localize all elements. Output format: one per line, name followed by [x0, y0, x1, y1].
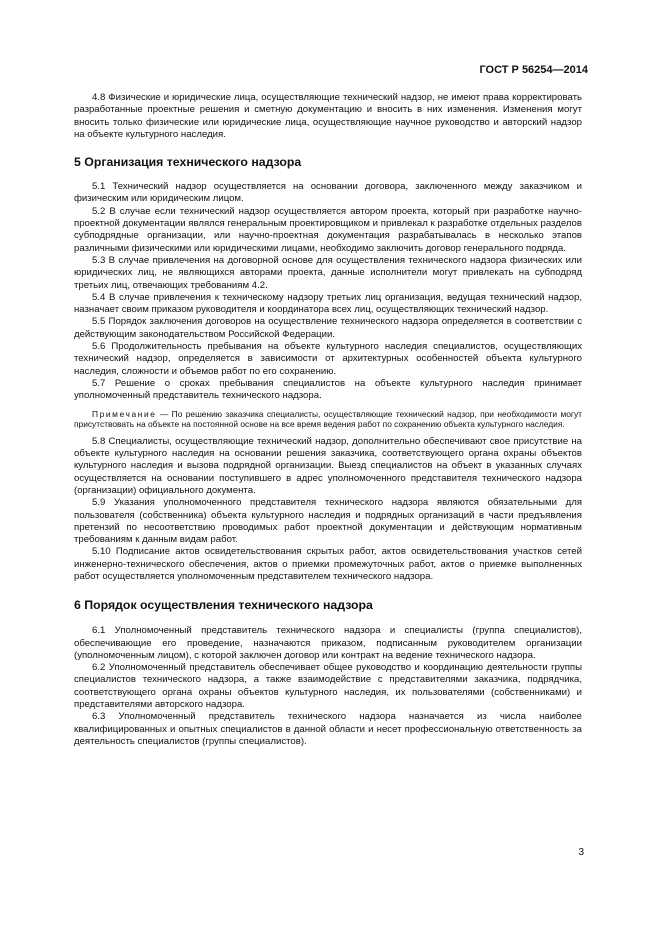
standard-header: ГОСТ Р 56254—2014 — [479, 64, 588, 76]
note — [74, 409, 582, 430]
paragraph-5-9: 5.9 Указания уполномоченного представителя технического надзора являются обязательными для пользователя (собственника) объекта культурного наследия и подрядных организаций в части предъявления претензий по несоответствию проводимых работ проектной документации и действующим нормативным требованиям к данным видам работ. — [74, 497, 582, 546]
paragraph-5-10: 5.10 Подписание актов освидетельствования скрытых работ, актов освидетельствования участков сетей инженерно-технического обеспечения, актов о приемки промежуточных работ, актов о приемке выполненных работ осуществляется уполномоченным представителем технического надзора. — [74, 546, 582, 582]
paragraph-6-3: 6.3 Уполномоченный представитель технического надзора назначается из числа наиболее квалифицированных и опытных специалистов в данной области и несет профессиональную ответственность за деятельность специалистов (группы специалистов). — [74, 711, 582, 747]
note-label: Примечание — [92, 408, 157, 419]
page-number: 3 — [578, 847, 584, 858]
paragraph-5-1: 5.1 Технический надзор осуществляется на основании договора, заключенного между заказчиком и физическим или юридическим лицом. — [74, 181, 582, 205]
paragraph-5-4: 5.4 В случае привлечения к техническому надзору третьих лиц организация, ведущая технический надзор, назначает своим приказом руководителя и координатора всех лиц, осуществляющих технический надзор. — [74, 291, 582, 316]
paragraph-5-3: 5.3 В случае привлечения на договорной основе для осуществления технического надзора физических или юридических лиц, не являющихся авторами проекта, данные исполнители могут привлекать на субподряд третьих лиц, отвечающих требованиям 4.2. — [74, 254, 582, 291]
paragraph-5-6: 5.6 Продолжительность пребывания на объекте культурного наследия специалистов, осуществляющих технический надзор, определяется в зависимости от архитектурных особенностей объекта культурного наследия, сложности и объемов работ по его сохранению. — [74, 341, 582, 377]
paragraph-6-2: 6.2 Уполномоченный представитель обеспечивает общее руководство и координацию деятельности группы специалистов технического надзора, а также взаимодействие с представителями заказчика, подрядчика, соответствующего органа охраны объектов культурного наследия, их пользователями (собственниками) и представителями авторского надзора. — [74, 662, 582, 711]
paragraph-5-8: 5.8 Специалисты, осуществляющие технический надзор, дополнительно обеспечивают свое присутствие на объекте культурного наследия на основании решения заказчика, соответствующего органа охраны объектов культурного наследия и вызова подрядной организации. Выезд специалистов на объект в указанных случаях осуществляется на основании поступившего в адрес уполномоченного представителя технического надзора (организации) официального документа. — [74, 435, 582, 496]
paragraph-4-8: 4.8 Физические и юридические лица, осуществляющие технический надзор, не имеют права корректировать разработанные проектные решения и сметную документацию и вносить в них изменения. Изменения могут вносить только физические или юридические лица, осуществляющие научное руководство и авторский надзор на объекте культурного наследия. — [74, 92, 582, 140]
paragraph-6-1: 6.1 Уполномоченный представитель технического надзора и специалисты (группа специалистов), обеспечивающие его проведение, назначаются приказом, подписанным руководителем организации (уполномоченным лицом), с которой заключен договор или контракт на ведение технического надзора. — [74, 625, 582, 661]
note-text: — По решению заказчика специалисты, осуществляющие технический надзор, при необходимости могут присутствовать на объекте на постоянной основе на все время ведения работ по сохранению объекта культурного наследия. — [74, 408, 582, 430]
section-5-title: 5 Организация технического надзора — [74, 155, 302, 170]
paragraph-5-5: 5.5 Порядок заключения договоров на осуществление технического надзора определяется в соответствии с действующим законодательством Российской Федерации. — [74, 316, 582, 340]
paragraph-5-2: 5.2 В случае если технический надзор осуществляется автором проекта, который при разработке научно-проектной документации являлся генеральным проектировщиком и привлекал к разработке отдельных разделов субподрядные организации, или научно-проектная документация разрабатывалась в несколько этапов различными физическими или юридическими лицами, необходимо заключить договор генерального подряда. — [74, 205, 582, 254]
section-6-title: 6 Порядок осуществления технического надзора — [74, 598, 373, 613]
page-content — [74, 92, 582, 748]
paragraph-5-7: 5.7 Решение о сроках пребывания специалистов на объекте культурного наследия принимает уполномоченный представитель технического надзора. — [74, 377, 582, 402]
